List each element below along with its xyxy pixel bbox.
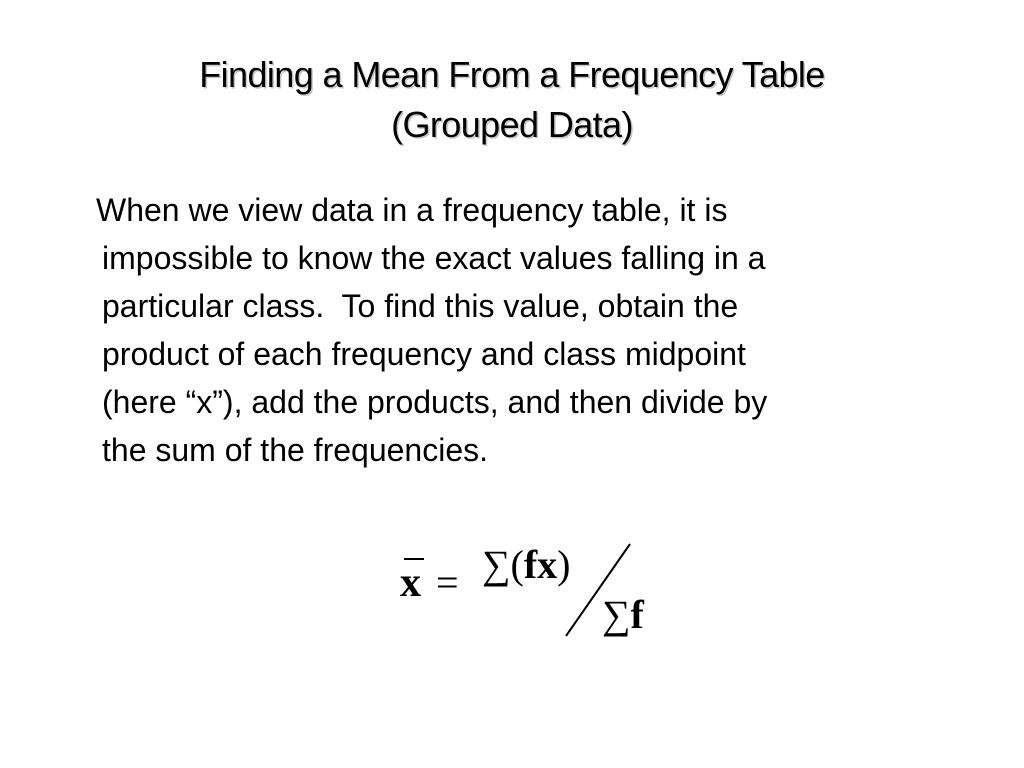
- formula-denominator: [602, 590, 644, 640]
- denominator-term: f: [630, 592, 644, 637]
- slide-title-line-2: (Grouped Data): [391, 104, 633, 145]
- numerator-close-paren: ): [557, 542, 571, 587]
- body-line-4: product of each frequency and class midpoint: [102, 336, 746, 372]
- body-line-3: particular class. To find this value, obtain the: [102, 288, 739, 324]
- slide-body-text: [96, 186, 982, 474]
- formula-lhs-x: x: [400, 560, 421, 606]
- slide-title: [62, 50, 962, 150]
- mean-formula: [390, 528, 690, 658]
- slide-title-line-1: Finding a Mean From a Frequency Table: [199, 54, 825, 95]
- body-line-6: the sum of the frequencies.: [102, 432, 488, 468]
- numerator-term: fx: [523, 542, 558, 587]
- body-line-1: When we view data in a frequency table, it is: [96, 192, 728, 228]
- formula-equals: =: [436, 560, 459, 605]
- denominator-sigma: ∑: [602, 592, 631, 637]
- formula-numerator: [482, 542, 571, 588]
- body-line-5: (here “x”), add the products, and then divide by: [102, 384, 768, 420]
- numerator-open-paren: (: [510, 542, 524, 587]
- numerator-sigma: ∑: [482, 542, 511, 587]
- body-line-2: impossible to know the exact values falling in a: [102, 240, 766, 276]
